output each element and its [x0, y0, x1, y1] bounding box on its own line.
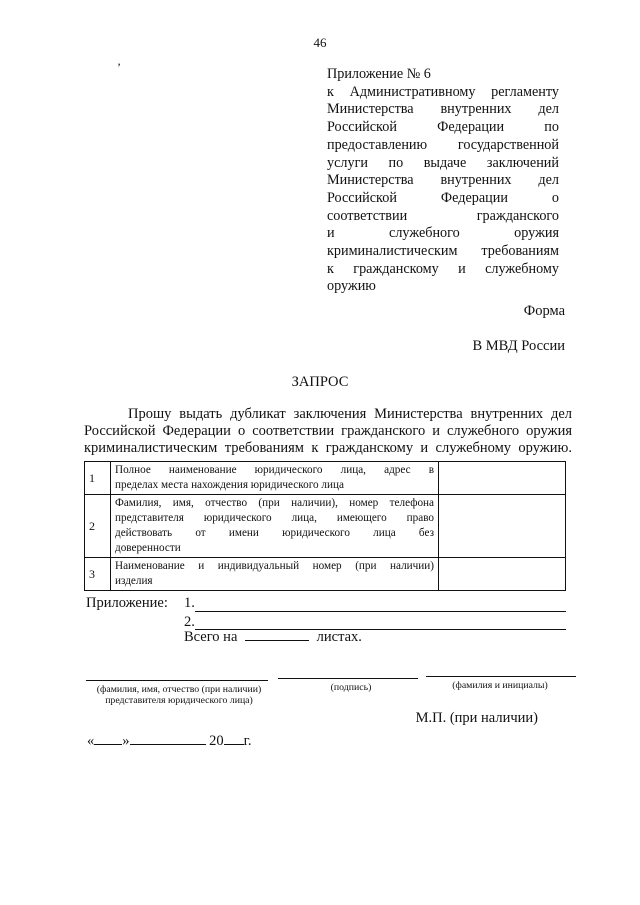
- caption-full-name-line: представителя юридического лица): [105, 695, 253, 706]
- total-prefix: Всего на: [184, 629, 238, 645]
- appendix-line: соответствии гражданского: [327, 207, 559, 224]
- date-field: [87, 733, 252, 750]
- body-line: криминалистическим требованиям к гражданскому и служебному оружию.: [84, 440, 572, 456]
- attachment-item-2-number: 2.: [184, 614, 195, 630]
- date-close-quote: »: [122, 733, 130, 749]
- body-line: Прошу выдать дубликат заключения Министерства внутренних дел: [128, 406, 572, 422]
- recipient: В МВД России: [472, 338, 565, 354]
- total-suffix: листах.: [316, 629, 362, 645]
- appendix-line: оружию: [327, 278, 376, 295]
- date-year-suffix: г.: [243, 733, 252, 749]
- row-label-line: пределах места нахождения юридического лица: [115, 479, 344, 491]
- page-number: 46: [313, 35, 327, 50]
- document-title: ЗАПРОС: [291, 374, 349, 390]
- row-label: [111, 495, 439, 558]
- date-day-field[interactable]: [94, 744, 122, 745]
- signature-line[interactable]: [278, 678, 418, 679]
- row-label: [111, 462, 439, 495]
- appendix-title: Приложение № 6: [327, 66, 431, 82]
- attachment-item-1-line[interactable]: [195, 611, 566, 612]
- total-sheets: [184, 629, 362, 646]
- caption-signature: (подпись): [330, 682, 372, 693]
- row-label-line: доверенности: [115, 542, 181, 554]
- date-year-field[interactable]: [224, 744, 244, 745]
- appendix-line: предоставлению государственной: [327, 136, 559, 153]
- caption-initials: (фамилия и инициалы): [452, 680, 548, 691]
- appendix-line: к гражданскому и служебному: [327, 260, 559, 277]
- appendix-block: [327, 66, 559, 296]
- row-number: 1: [85, 462, 111, 495]
- appendix-line: и служебного оружия: [327, 225, 559, 242]
- caption-full-name: [84, 684, 274, 706]
- row-number: 2: [85, 495, 111, 558]
- stamp-place: М.П. (при наличии): [415, 710, 538, 726]
- row-label-line: Наименование и индивидуальный номер (при наличии): [115, 560, 434, 572]
- appendix-line: услуги по выдаче заключений: [327, 154, 559, 171]
- attachment-label: Приложение:: [86, 595, 168, 611]
- caption-full-name-line: (фамилия, имя, отчество (при наличии): [96, 684, 262, 695]
- table-row: [85, 462, 566, 495]
- date-year-prefix: 20: [209, 733, 224, 749]
- name-signature-line[interactable]: [86, 680, 268, 681]
- attachment-item-1-number: 1.: [184, 595, 195, 611]
- row-label-line: изделия: [115, 575, 153, 587]
- table-row: [85, 558, 566, 591]
- row-label-line: Фамилия, имя, отчество (при наличии), номер телефона: [115, 497, 434, 509]
- appendix-line: Российской Федерации о: [327, 189, 559, 206]
- row-value-field[interactable]: [439, 558, 566, 591]
- appendix-line: Министерства внутренних дел: [327, 101, 559, 118]
- row-label-line: действовать от имени юридического лица без: [115, 527, 434, 539]
- request-body: [84, 406, 572, 457]
- request-table: [84, 461, 566, 591]
- appendix-line: Министерства внутренних дел: [327, 172, 559, 189]
- date-open-quote: «: [87, 733, 95, 749]
- row-label-line: Полное наименование юридического лица, адрес в: [115, 464, 434, 476]
- stray-mark: ’: [117, 60, 121, 74]
- row-value-field[interactable]: [439, 462, 566, 495]
- row-number: 3: [85, 558, 111, 591]
- date-month-field[interactable]: [130, 744, 206, 745]
- form-label: Форма: [523, 303, 565, 319]
- row-value-field[interactable]: [439, 495, 566, 558]
- appendix-line: Российской Федерации по: [327, 119, 559, 136]
- appendix-line: к Административному регламенту: [327, 83, 559, 100]
- table-row: [85, 495, 566, 558]
- body-line: Российской Федерации о соответствии гражданского и служебного оружия: [84, 423, 572, 439]
- row-label: [111, 558, 439, 591]
- appendix-line: криминалистическим требованиям: [327, 243, 559, 260]
- total-sheets-field[interactable]: [245, 640, 309, 641]
- initials-signature-line[interactable]: [426, 676, 576, 677]
- row-label-line: представителя юридического лица, имеющего право: [115, 512, 434, 524]
